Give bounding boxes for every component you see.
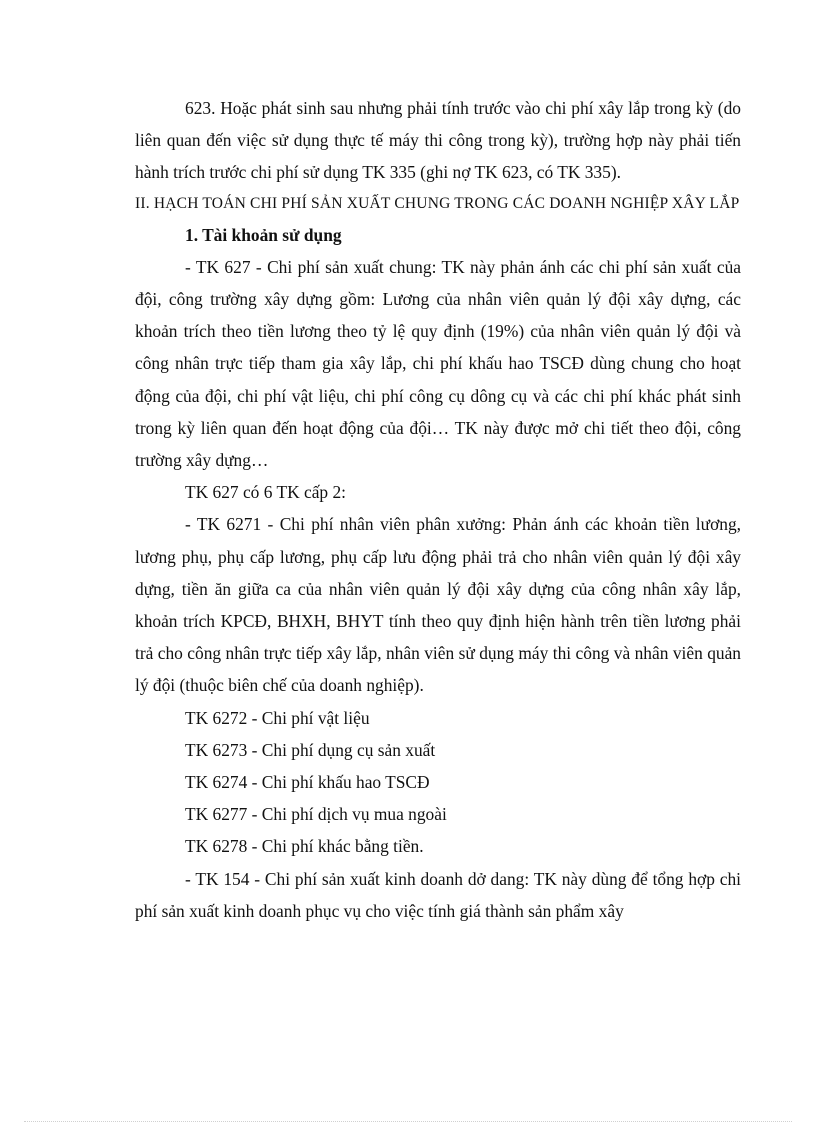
list-item: TK 6277 - Chi phí dịch vụ mua ngoài xyxy=(185,804,447,825)
section-heading: II. HẠCH TOÁN CHI PHÍ SẢN XUẤT CHUNG TRONG CÁC DOANH NGHIỆP XÂY LẮP xyxy=(135,194,740,212)
document-page xyxy=(135,92,741,927)
list-item: TK 6273 - Chi phí dụng cụ sản xuất xyxy=(185,739,436,760)
paragraph-tk627: - TK 627 - Chi phí sản xuất chung: TK này phản ánh các chi phí sản xuất của đội, công trường xây dựng gồm: Lương của nhân viên quản lý đội xây dựng, các khoản trích theo tiền lương theo tỷ lệ quy định (19%) của nhân viên quản lý đội và công nhân trực tiếp tham gia xây lắp, chi phí khấu hao TSCĐ dùng chung cho hoạt động của đội, chi phí vật liệu, chi phí công cụ dông cụ và các chi phí khác phát sinh trong kỳ liên quan đến hoạt động của đội… TK này được mở chi tiết theo đội, công trường xây dựng… xyxy=(135,256,741,471)
subsection-heading: 1. Tài khoản sử dụng xyxy=(185,224,342,245)
list-item: TK 6278 - Chi phí khác bằng tiền. xyxy=(185,836,424,857)
paragraph-tk6271: - TK 6271 - Chi phí nhân viên phân xưởng: Phản ánh các khoản tiền lương, lương phụ, phụ cấp lương, phụ cấp lưu động phải trả cho nhân viên quản lý đội xây dựng, tiền ăn giữa ca của nhân viên quản lý đội xây dựng của công nhân xây lắp, khoản trích KPCĐ, BHXH, BHYT tính theo quy định hiện hành trên tiền lương phải trả cho công nhân trực tiếp xây lắp, nhân viên sử dụng máy thi công và nhân viên quản lý đội (thuộc biên chế của doanh nghiệp). xyxy=(135,514,741,696)
page-bottom-divider xyxy=(24,1121,792,1122)
paragraph-tk627-sub-intro: TK 627 có 6 TK cấp 2: xyxy=(185,482,346,503)
paragraph-tk154: - TK 154 - Chi phí sản xuất kinh doanh dở dang: TK này dùng để tổng hợp chi phí sản xuất kinh doanh phục vụ cho việc tính giá thành sản phẩm xây xyxy=(135,868,741,921)
list-item: TK 6272 - Chi phí vật liệu xyxy=(185,707,370,728)
paragraph-continuation: 623. Hoặc phát sinh sau nhưng phải tính trước vào chi phí xây lắp trong kỳ (do liên quan đến việc sử dụng thực tế máy thi công trong kỳ), trường hợp này phải tiến hành trích trước chi phí sử dụng TK 335 (ghi nợ TK 623, có TK 335). xyxy=(135,98,741,183)
list-item: TK 6274 - Chi phí khấu hao TSCĐ xyxy=(185,772,430,793)
